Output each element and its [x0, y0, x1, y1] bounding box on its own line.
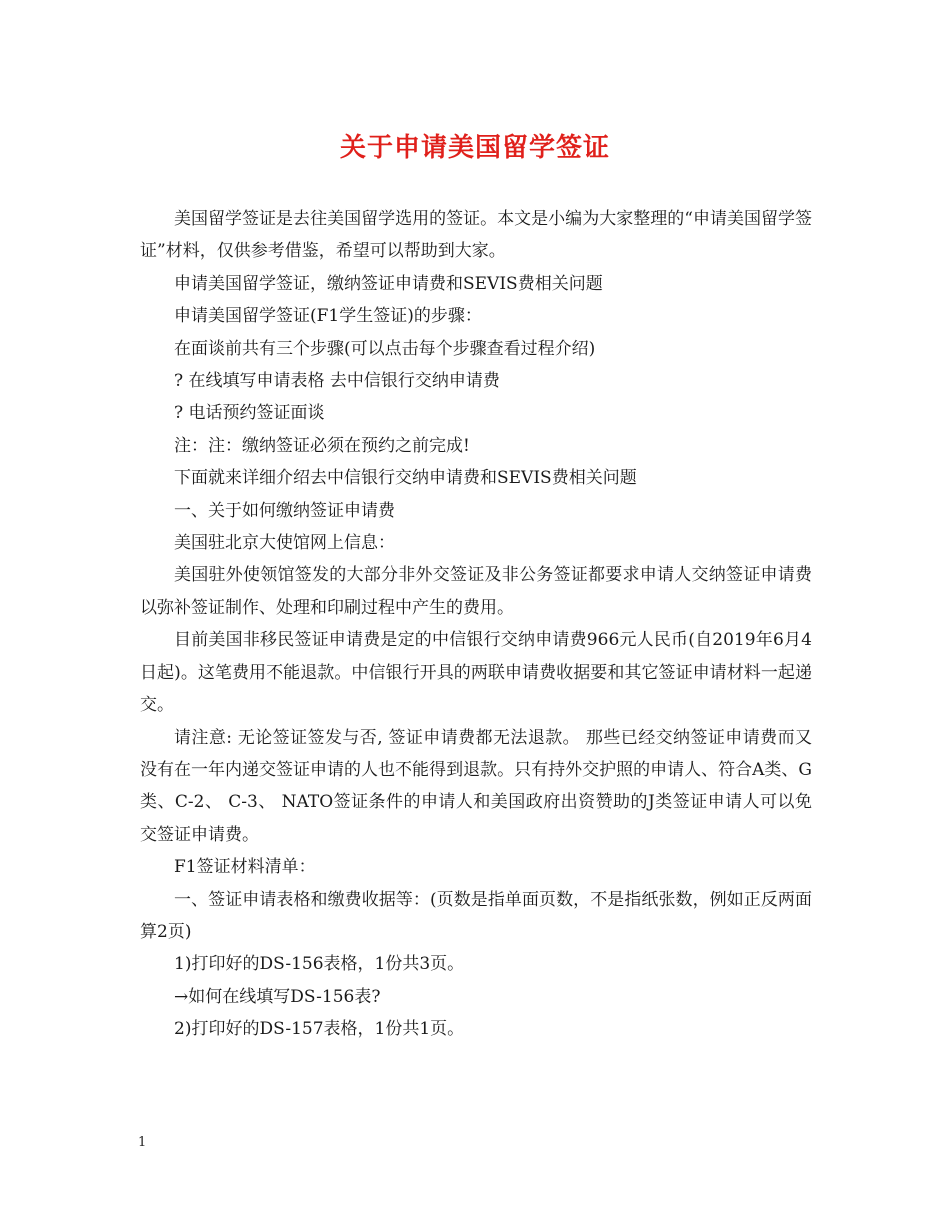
- paragraph: 美国驻北京大使馆网上信息：: [174, 533, 395, 554]
- document-body: [140, 203, 812, 1046]
- page-number: 1: [138, 1135, 147, 1150]
- paragraph: 目前美国非移民签证申请费是定的中信银行交纳申请费966元人民币(自2019年6月4日起)。这笔费用不能退款。中信银行开具的两联申请费收据要和其它签证申请材料一起递交。: [140, 630, 812, 716]
- paragraph: 美国驻外使领馆签发的大部分非外交签证及非公务签证都要求申请人交纳签证申请费以弥补签证制作、处理和印刷过程中产生的费用。: [140, 565, 812, 618]
- section-heading: 一、签证申请表格和缴费收据等：(页数是指单面页数，不是指纸张数，例如正反两面算2页): [140, 889, 812, 942]
- paragraph: ? 在线填写申请表格 去中信银行交纳申请费: [174, 371, 500, 392]
- paragraph: 下面就来详细介绍去中信银行交纳申请费和SEVIS费相关问题: [174, 468, 637, 489]
- paragraph: 申请美国留学签证(F1学生签证)的步骤：: [174, 306, 482, 327]
- list-item: 1)打印好的DS-156表格，1份共3页。: [174, 954, 465, 975]
- list-item: →如何在线填写DS-156表?: [174, 986, 381, 1007]
- section-heading: 一、关于如何缴纳签证申请费: [174, 500, 395, 521]
- paragraph: 注：注：缴纳签证必须在预约之前完成!: [174, 435, 470, 456]
- paragraph: 在面谈前共有三个步骤(可以点击每个步骤查看过程介绍): [174, 338, 596, 359]
- paragraph: 美国留学签证是去往美国留学选用的签证。本文是小编为大家整理的“申请美国留学签证”材料，仅供参考借鉴，希望可以帮助到大家。: [140, 209, 812, 262]
- paragraph: F1签证材料清单：: [174, 857, 316, 878]
- paragraph: 申请美国留学签证，缴纳签证申请费和SEVIS费相关问题: [174, 273, 603, 294]
- paragraph: ? 电话预约签证面谈: [174, 403, 325, 424]
- document-title: 关于申请美国留学签证: [339, 133, 610, 163]
- list-item: 2)打印好的DS-157表格，1份共1页。: [174, 1019, 465, 1040]
- paragraph: 请注意: 无论签证签发与否, 签证申请费都无法退款。 那些已经交纳签证申请费而又没有在一年内递交签证申请的人也不能得到退款。只有持外交护照的申请人、符合A类、G类、C-2、 C-3、 NATO签证条件的申请人和美国政府出资赞助的J类签证申请人可以免交签证申请费。: [140, 727, 812, 845]
